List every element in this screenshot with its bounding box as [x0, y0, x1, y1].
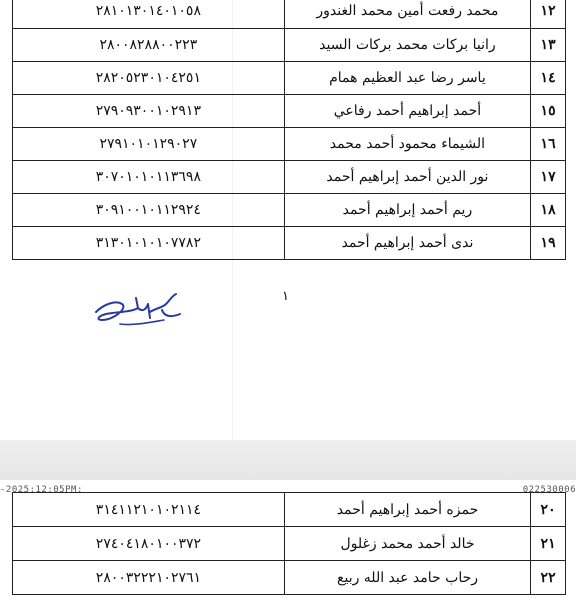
- row-number: ١٣: [531, 29, 566, 62]
- national-id: ٢٨١٠١٣٠١٤٠١٠٥٨: [13, 0, 285, 29]
- page-gap: [0, 440, 576, 480]
- row-number: ١٦: [531, 128, 566, 161]
- person-name: رحاب حامد عبد الله ربيع: [284, 561, 530, 595]
- row-number: ٢١: [531, 527, 566, 561]
- national-id: ٣١٣٠١٠١٠١٠٧٧٨٢: [13, 227, 285, 260]
- national-id: ٢٨٠٠٣٢٢٢١٠٢٧٦١: [13, 561, 285, 595]
- national-id: ٣٠٧٠١٠١٠١١٣٦٩٨: [13, 161, 285, 194]
- national-id: ٢٧٤٠٤١٨٠١٠٠٣٧٢: [13, 527, 285, 561]
- fax-timestamp: -2025:12:05PM:: [0, 485, 83, 495]
- table-row: [13, 128, 566, 161]
- fax-number: 022530006: [522, 485, 576, 495]
- person-name: نور الدين أحمد إبراهيم أحمد: [284, 161, 530, 194]
- person-name: أحمد إبراهيم أحمد رفاعي: [284, 95, 530, 128]
- page-number: ١: [282, 289, 289, 304]
- row-number: ١٨: [531, 194, 566, 227]
- table-row: [13, 227, 566, 260]
- table-row: [13, 161, 566, 194]
- row-number: ١٤: [531, 62, 566, 95]
- row-number: ١٢: [531, 0, 566, 29]
- names-table-bottom: [12, 492, 566, 595]
- row-number: ١٧: [531, 161, 566, 194]
- table-row: [13, 62, 566, 95]
- row-number: ١٩: [531, 227, 566, 260]
- table-row: [13, 29, 566, 62]
- row-number: ٢٢: [531, 561, 566, 595]
- person-name: خالد أحمد محمد زغلول: [284, 527, 530, 561]
- national-id: ٢٧٩٠٩٣٠٠١٠٢٩١٣: [13, 95, 285, 128]
- national-id: ٢٨٢٠٥٢٣٠١٠٤٢٥١: [13, 62, 285, 95]
- person-name: ياسر رضا عبد العظيم همام: [284, 62, 530, 95]
- person-name: الشيماء محمود أحمد محمد: [284, 128, 530, 161]
- national-id: ٣٠٩١٠٠١٠١١٢٩٢٤: [13, 194, 285, 227]
- person-name: حمزه أحمد إبراهيم أحمد: [284, 493, 530, 527]
- table-row: [13, 561, 566, 595]
- person-name: ريم أحمد إبراهيم أحمد: [284, 194, 530, 227]
- national-id: ٢٨٠٠٨٢٨٨٠٠٢٢٣: [13, 29, 285, 62]
- row-number: ١٥: [531, 95, 566, 128]
- table-row: [13, 493, 566, 527]
- national-id: ٢٧٩١٠١٠١٢٩٠٢٧: [13, 128, 285, 161]
- table-row: [13, 0, 566, 29]
- national-id: ٣١٤١١٢١٠١٠٢١١٤: [13, 493, 285, 527]
- handwritten-signature: [92, 290, 187, 332]
- person-name: ندى أحمد إبراهيم أحمد: [284, 227, 530, 260]
- table-row: [13, 194, 566, 227]
- table-row: [13, 95, 566, 128]
- person-name: محمد رفعت أمين محمد الغندور: [284, 0, 530, 29]
- names-table-top: [12, 0, 566, 260]
- table-row: [13, 527, 566, 561]
- row-number: ٢٠: [531, 493, 566, 527]
- person-name: رانيا بركات محمد بركات السيد: [284, 29, 530, 62]
